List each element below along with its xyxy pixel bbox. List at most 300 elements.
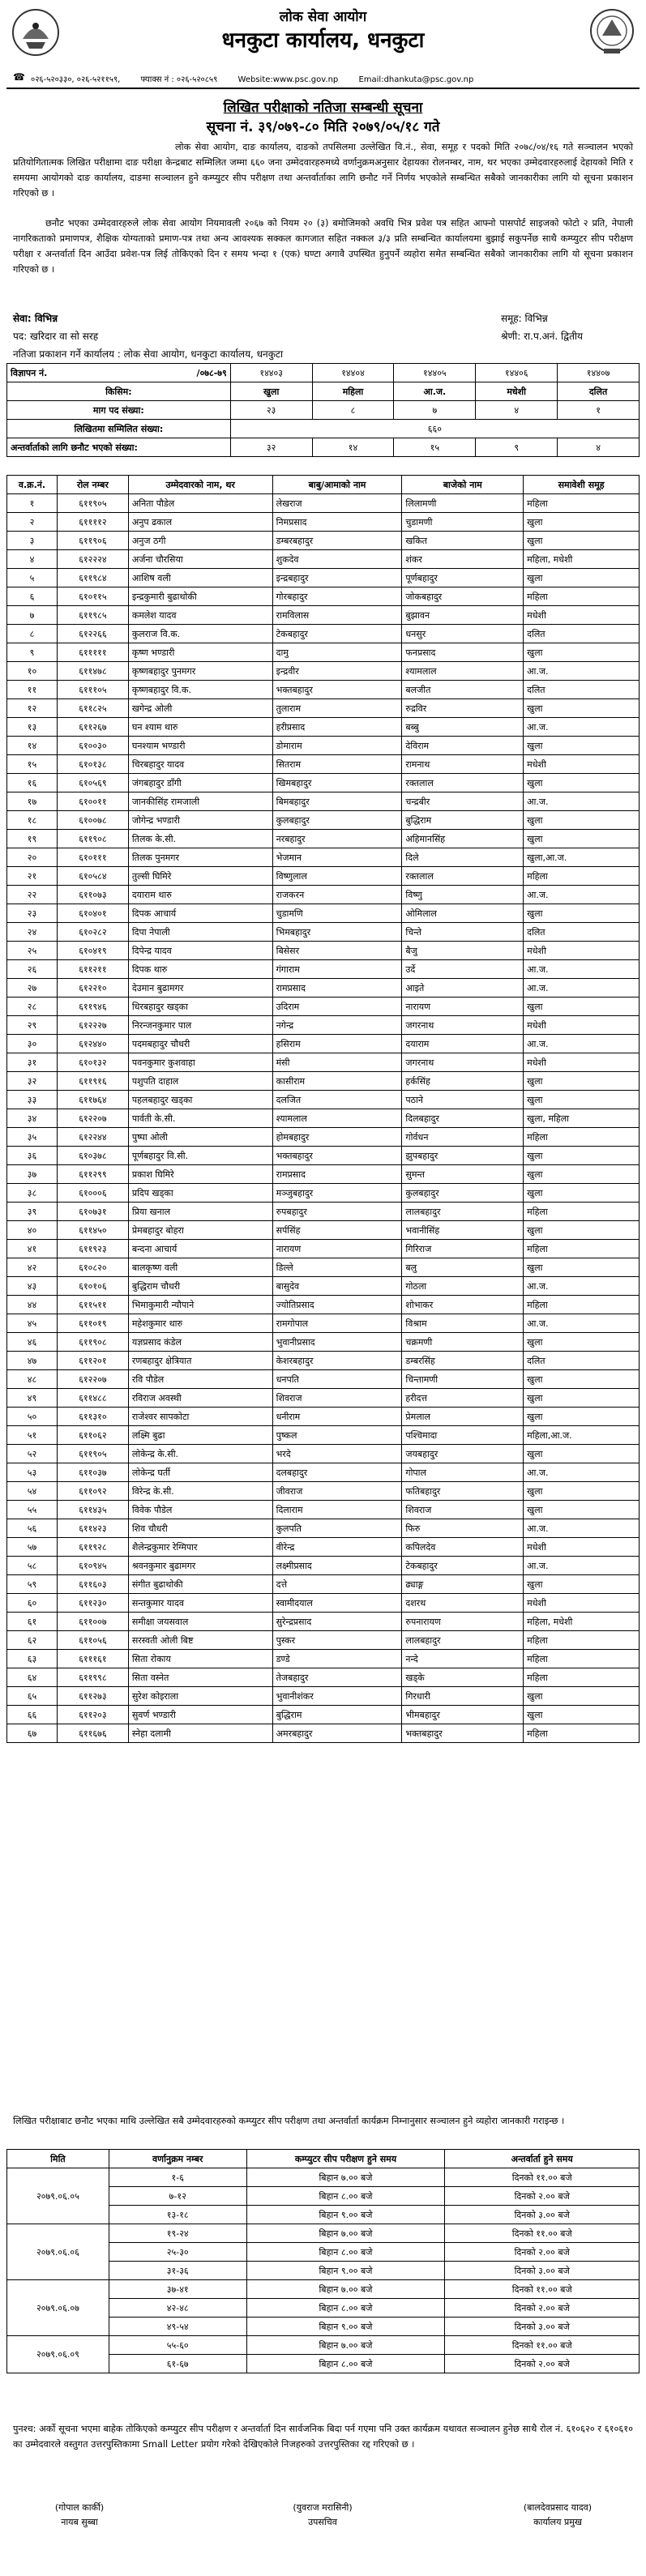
group-cell: आ.ज. <box>524 1463 640 1482</box>
roll-cell: ६१०४१९ <box>57 942 128 960</box>
computer-time-cell: बिहान ९.०० बजे <box>246 2206 445 2224</box>
candidate-name-cell: तुल्सी घिमिरे <box>128 867 272 886</box>
candidate-name-cell: निरन्जनकुमार पाल <box>128 1016 272 1035</box>
adv-num: १४४०३ <box>230 364 312 382</box>
table-row <box>7 1724 640 1743</box>
candidate-name-cell: सन्तकुमार यादव <box>128 1594 272 1613</box>
grandparent-name-cell: जगरनाथ <box>402 1016 524 1035</box>
group-cell: आ.ज. <box>524 886 640 904</box>
parent-name-cell: भुवानीशंकर <box>272 1687 402 1706</box>
table-row <box>7 643 640 662</box>
roll-cell: ६१२२२४ <box>57 550 128 569</box>
parent-name-cell: कुलबहादुर <box>272 811 402 830</box>
roll-cell: ६१२२०७ <box>57 1109 128 1128</box>
roll-cell: ६११४२३ <box>57 1519 128 1538</box>
adv-num: १४४०६ <box>476 364 558 382</box>
grandparent-name-cell: विष्णु <box>402 886 524 904</box>
group-cell: महिला <box>524 1296 640 1314</box>
serial-cell: ३५ <box>7 1128 58 1147</box>
candidate-name-cell: बुद्धिराम चौधरी <box>128 1277 272 1296</box>
parent-name-cell: रामगोपाल <box>272 1314 402 1333</box>
table-row <box>7 1053 640 1072</box>
group-cell: खुला <box>524 998 640 1016</box>
computer-time-cell: बिहान ९.०० बजे <box>246 2262 445 2280</box>
parent-name-cell: दलबहादुर <box>272 1463 402 1482</box>
group-cell: आ.ज. <box>524 979 640 998</box>
serial-cell: ४१ <box>7 1240 58 1258</box>
serial-cell: २३ <box>7 904 58 923</box>
table-row <box>7 1538 640 1557</box>
roll-cell: ६११२६७ <box>57 718 128 737</box>
group-cell: आ.ज. <box>524 1277 640 1296</box>
serial-cell: ६४ <box>7 1668 58 1687</box>
parent-name-cell: हरीप्रसाद <box>272 718 402 737</box>
serial-cell: १८ <box>7 811 58 830</box>
serial-cell: ६६ <box>7 1706 58 1724</box>
table-row <box>7 1147 640 1165</box>
grandparent-name-cell: चिन्तामणी <box>402 1370 524 1389</box>
table-row <box>7 755 640 774</box>
candidate-name-cell: भिमाकुमारी न्यौपाने <box>128 1296 272 1314</box>
parent-name-cell: भुवानीप्रसाद <box>272 1333 402 1352</box>
table-row <box>7 1370 640 1389</box>
parent-name-cell: बिसेसर <box>272 942 402 960</box>
signatory-role: उपसचिव <box>308 2517 337 2527</box>
col-group: समावेशी समूह <box>524 476 640 494</box>
roll-cell: ६११२०३ <box>57 1706 128 1724</box>
org-name: लोक सेवा आयोग <box>279 9 367 25</box>
results-body <box>7 494 640 1743</box>
computer-time-cell: बिहान ८.०० बजे <box>246 2187 445 2206</box>
selected-cell: १४ <box>312 438 394 457</box>
website-link[interactable]: Website:www.psc.gov.np <box>237 75 339 84</box>
interview-time-cell: दिनको ११.०० बजे <box>445 2168 640 2187</box>
demand-label: माग पद संख्या: <box>7 401 231 420</box>
parent-name-cell: नगेन्द्र <box>272 1016 402 1035</box>
grandparent-name-cell: लिलामणी <box>402 494 524 513</box>
group-cell: महिला <box>524 1631 640 1650</box>
group-cell: महिला <box>524 1724 640 1743</box>
grandparent-name-cell: फनप्रसाद <box>402 643 524 662</box>
parent-name-cell: पुष्कल <box>272 1426 402 1445</box>
grandparent-name-cell: खड्के <box>402 1668 524 1687</box>
serial-cell: ५१ <box>7 1426 58 1445</box>
signature-3 <box>485 2501 631 2530</box>
roll-cell: ६११५११ <box>57 1296 128 1314</box>
candidate-name-cell: दिपा नेपाली <box>128 923 272 942</box>
serial-cell: ४८ <box>7 1370 58 1389</box>
roll-cell: ६१२२४४ <box>57 1128 128 1147</box>
candidate-name-cell: शैलेन्द्रकुमार रेग्मिपार <box>128 1538 272 1557</box>
notice-number: सूचना नं. ३९/०७९-८० मिति २०७९/०५/१८ गते <box>206 119 440 135</box>
parent-name-cell: बासुदेव <box>272 1277 402 1296</box>
grandparent-name-cell: गिरिराज <box>402 1240 524 1258</box>
adv-num: १४४०४ <box>312 364 394 382</box>
parent-name-cell: श्यामलाल <box>272 1109 402 1128</box>
candidate-name-cell: संगीत बुढाथोकी <box>128 1575 272 1594</box>
grandparent-name-cell: गिरधारी <box>402 1687 524 1706</box>
parent-name-cell: सर्पसिंह <box>272 1221 402 1240</box>
candidate-name-cell: रविराज अवस्थी <box>128 1389 272 1408</box>
postscript-note: पुनश्च: अर्को सूचना भएमा बाहेक तोकिएको कम्प्युटर सीप परीक्षण र अन्तर्वार्ता दिन सार्वजनिक बिदा पर्न गएमा पनि उक्त कार्यक्रम यथावत सञ्चालन हुनेछ साथै रोल नं. ६१०६२० र ६१०६१० का उम्मेदवारले वस्तुगत उत्तरपुस्तिकामा Small Letter प्रयोग गरेको देखिएकोले निजहरुको उत्तरपुस्तिका रद्द गरिएको छ । <box>13 2424 633 2450</box>
group-cell: खुला <box>524 811 640 830</box>
candidate-name-cell: महेशकुमार थारु <box>128 1314 272 1333</box>
parent-name-cell: भरदे <box>272 1445 402 1463</box>
candidate-name-cell: श्रवनकुमार बुढामगर <box>128 1557 272 1575</box>
candidate-name-cell: सुवर्ण भण्डारी <box>128 1706 272 1724</box>
table-row <box>7 1109 640 1128</box>
parent-name-cell: बिमबहादुर <box>272 792 402 811</box>
group-cell: खुला <box>524 1165 640 1184</box>
table-row <box>7 811 640 830</box>
serial-cell: ३८ <box>7 1184 58 1203</box>
type-label: किसिम: <box>7 382 231 401</box>
candidate-name-cell: प्रदिप खड्का <box>128 1184 272 1203</box>
computer-time-cell: बिहान ७.०० बजे <box>246 2168 445 2187</box>
grandparent-name-cell: शोभाकर <box>402 1296 524 1314</box>
computer-time-cell: बिहान ७.०० बजे <box>246 2224 445 2243</box>
table-row <box>7 1035 640 1053</box>
grandparent-name-cell: नारायण <box>402 998 524 1016</box>
group-cell: मधेशी <box>524 1053 640 1072</box>
group-cell: खुला <box>524 699 640 718</box>
roll-cell: ६११२०१ <box>57 1352 128 1370</box>
parent-name-cell: डोमाराम <box>272 737 402 755</box>
candidate-name-cell: सुरेश कोइराला <box>128 1687 272 1706</box>
group-cell: खुला <box>524 1501 640 1519</box>
type-cell: दलित <box>558 382 640 401</box>
selected-cell: ९ <box>476 438 558 457</box>
roll-cell: ६११४५० <box>57 1221 128 1240</box>
serial-cell: ५५ <box>7 1501 58 1519</box>
group-cell: खुला <box>524 1687 640 1706</box>
candidate-name-cell: जोगेन्द्र भण्डारी <box>128 811 272 830</box>
candidate-name-cell: लक्ष्मि बुढा <box>128 1426 272 1445</box>
total-label: लिखितमा सम्मिलित संख्या: <box>7 420 231 438</box>
grandparent-name-cell: श्यामलाल <box>402 662 524 681</box>
serial-cell: ३२ <box>7 1072 58 1091</box>
roll-cell: ६११९९८ <box>57 1668 128 1687</box>
interview-time-cell: दिनको ११.०० बजे <box>445 2336 640 2355</box>
parent-name-cell: भिमबहादुर <box>272 923 402 942</box>
serial-cell: ४ <box>7 550 58 569</box>
serial-cell: १० <box>7 662 58 681</box>
group-cell: खुला <box>524 1258 640 1277</box>
serial-cell: १५ <box>7 755 58 774</box>
table-row <box>7 998 640 1016</box>
group-cell: खुला <box>524 1370 640 1389</box>
roll-cell: ६१०७३१ <box>57 1203 128 1221</box>
table-row <box>7 1408 640 1426</box>
roll-cell: ६१११६१ <box>57 1650 128 1668</box>
type-cell: आ.ज. <box>394 382 476 401</box>
group-cell: महिला, मधेशी <box>524 1613 640 1631</box>
table-row <box>7 1706 640 1724</box>
grandparent-name-cell: कुलबहादुर <box>402 1184 524 1203</box>
candidate-name-cell: दयाराम थारु <box>128 886 272 904</box>
grandparent-name-cell: फिरु <box>402 1519 524 1538</box>
table-row <box>7 1184 640 1203</box>
parent-name-cell: होमबहादुर <box>272 1128 402 1147</box>
grandparent-name-cell: लालबहादुर <box>402 1203 524 1221</box>
table-row <box>7 1650 640 1668</box>
group-cell: आ.ज. <box>524 718 640 737</box>
table-row <box>7 904 640 923</box>
grandparent-name-cell: चक्रमणी <box>402 1333 524 1352</box>
notice-paragraph-2: छनौट भएका उम्मेदवारहरुले लोक सेवा आयोग नियमावली २०६७ को नियम २० (३) बमोजिमको अवधि भित्र प्रवेश पत्र सहित आफ्नो पासपोर्ट साइजको फोटो २ प्रति, नेपाली नागरिकताको प्रमाणपत्र, शैक्षिक योग्यताको प्रमाण-पत्र तथा अन्य आवश्यक सक्कल कागजात सहित नक्कल ३/३ प्रति सम्बन्धित कार्यालयमा बुझाई सकुपर्नेछ साथै कम्प्युटर सीप परीक्षण परीक्षा र अन्तर्वार्ता दिन आउँदा प्रवेश-पत्र लिई तोकिएको दिन र समय भन्दा १ (एक) घण्टा अगावै उपस्थित हुनुपर्ने व्यहोरा समेत सम्बन्धित सबैको जानकारीका लागि यो सूचना प्रकाशन गरिएको छ । <box>13 218 633 275</box>
group-cell: दलित <box>524 923 640 942</box>
group-cell: मधेशी <box>524 942 640 960</box>
grandparent-name-cell: बलु <box>402 1258 524 1277</box>
interview-time-cell: दिनको २.०० बजे <box>445 2187 640 2206</box>
table-row <box>7 625 640 643</box>
range-cell: १३-१८ <box>109 2206 246 2224</box>
roll-cell: ६११२७३ <box>57 1687 128 1706</box>
summary-row-total <box>7 420 640 438</box>
roll-cell: ६११६७६ <box>57 1724 128 1743</box>
serial-cell: ६७ <box>7 1724 58 1743</box>
grandparent-name-cell: विश्राम <box>402 1314 524 1333</box>
grandparent-name-cell: देविराम <box>402 737 524 755</box>
interview-time-cell: दिनको ३.०० बजे <box>445 2262 640 2280</box>
group-cell: महिला <box>524 1668 640 1687</box>
col-range: वर्णानुक्रम नम्बर <box>109 2150 246 2168</box>
group-cell: खुला <box>524 1408 640 1426</box>
parent-name-cell: लेखराज <box>272 494 402 513</box>
table-row <box>7 1426 640 1445</box>
candidate-name-cell: तिलक पुनमगर <box>128 848 272 867</box>
serial-cell: १३ <box>7 718 58 737</box>
interview-time-cell: दिनको २.०० बजे <box>445 2355 640 2373</box>
serial-cell: ४३ <box>7 1277 58 1296</box>
parent-name-cell: भक्तबहादुर <box>272 1147 402 1165</box>
candidate-name-cell: लोकेन्द्र घर्ती <box>128 1463 272 1482</box>
table-row <box>7 1594 640 1613</box>
schedule-date-cell: २०७९.०६.०७ <box>7 2280 109 2336</box>
serial-cell: १७ <box>7 792 58 811</box>
grandparent-name-cell: डम्बरसिंह <box>402 1352 524 1370</box>
range-cell: १-६ <box>109 2168 246 2187</box>
roll-cell: ६१०११५ <box>57 587 128 606</box>
roll-cell: ६११९८४ <box>57 569 128 587</box>
serial-cell: ४७ <box>7 1352 58 1370</box>
parent-name-cell: नरबहादुर <box>272 830 402 848</box>
table-row <box>7 494 640 513</box>
group-cell: खुला <box>524 1184 640 1203</box>
parent-name-cell: निमप्रसाद <box>272 513 402 532</box>
table-row <box>7 532 640 550</box>
candidate-name-cell: दिपक थारु <box>128 960 272 979</box>
col-grandparent: बाजेको नाम <box>402 476 524 494</box>
roll-cell: ६१०५८४ <box>57 867 128 886</box>
table-row <box>7 1687 640 1706</box>
group-cell: खुला <box>524 1072 640 1091</box>
table-row <box>7 1016 640 1035</box>
grandparent-name-cell: दयाराम <box>402 1035 524 1053</box>
group-cell: दलित <box>524 681 640 699</box>
candidate-name-cell: देउमान बुढामगर <box>128 979 272 998</box>
roll-cell: ६१११०५ <box>57 681 128 699</box>
serial-cell: ३४ <box>7 1109 58 1128</box>
roll-cell: ६११४८८ <box>57 1389 128 1408</box>
candidate-name-cell: चिरबहादुर यादव <box>128 755 272 774</box>
parent-name-cell: हसिराम <box>272 1035 402 1053</box>
parent-name-cell: नारायण <box>272 1240 402 1258</box>
roll-cell: ६११०६२ <box>57 1426 128 1445</box>
type-cell: खुला <box>230 382 312 401</box>
summary-row-type <box>7 382 640 401</box>
grandparent-name-cell: शंकर <box>402 550 524 569</box>
candidate-name-cell: पशुपति दाहाल <box>128 1072 272 1091</box>
roll-cell: ६११९०५ <box>57 494 128 513</box>
grandparent-name-cell: चन्द्रबीर <box>402 792 524 811</box>
signatory-name: (गोपाल कार्की) <box>54 2502 105 2513</box>
grandparent-name-cell: रुद्रविर <box>402 699 524 718</box>
table-row <box>7 848 640 867</box>
table-row <box>7 513 640 532</box>
schedule-date-cell: २०७९.०६.०९ <box>7 2336 109 2373</box>
candidate-name-cell: यज्ञप्रसाद कंडेल <box>128 1333 272 1352</box>
serial-cell: २५ <box>7 942 58 960</box>
grandparent-name-cell: पठाने <box>402 1091 524 1109</box>
adv-label: विज्ञापन नं. <box>11 367 48 378</box>
parent-name-cell: शिवराज <box>272 1389 402 1408</box>
fax-number: फ्याक्स नं : ०२६-५२०८५९ <box>140 75 218 84</box>
candidate-name-cell: तिलक के.सी. <box>128 830 272 848</box>
demand-cell: ४ <box>476 401 558 420</box>
grandparent-name-cell: झुपबहादुर <box>402 1147 524 1165</box>
serial-cell: ३९ <box>7 1203 58 1221</box>
serial-cell: १४ <box>7 737 58 755</box>
computer-time-cell: बिहान ७.०० बजे <box>246 2336 445 2355</box>
roll-cell: ६११०३७ <box>57 1463 128 1482</box>
serial-cell: ५८ <box>7 1557 58 1575</box>
table-row <box>7 1165 640 1184</box>
serial-cell: २ <box>7 513 58 532</box>
range-cell: ३७-४१ <box>109 2280 246 2299</box>
serial-cell: १ <box>7 494 58 513</box>
group-cell: खुला <box>524 774 640 792</box>
group-cell: खुला, महिला <box>524 1109 640 1128</box>
parent-name-cell: पुस्कर <box>272 1631 402 1650</box>
parent-name-cell: राजकरन <box>272 886 402 904</box>
parent-name-cell: अमरबहादुर <box>272 1724 402 1743</box>
serial-cell: २० <box>7 848 58 867</box>
demand-cell: १ <box>558 401 640 420</box>
grandparent-name-cell: उर्दे <box>402 960 524 979</box>
parent-name-cell: केशरबहादुर <box>272 1352 402 1370</box>
summary-row-demand <box>7 401 640 420</box>
group-cell: दलित <box>524 1352 640 1370</box>
grandparent-name-cell: टेकबहादुर <box>402 1557 524 1575</box>
serial-cell: ६३ <box>7 1650 58 1668</box>
serial-cell: ८ <box>7 625 58 643</box>
candidate-name-cell: घन श्याम थारु <box>128 718 272 737</box>
serial-cell: २९ <box>7 1016 58 1035</box>
demand-cell: २३ <box>230 401 312 420</box>
roll-cell: ६११४३५ <box>57 1501 128 1519</box>
candidate-name-cell: कृष्ण भण्डारी <box>128 643 272 662</box>
parent-name-cell: कासीराम <box>272 1072 402 1091</box>
table-row <box>7 737 640 755</box>
schedule-table <box>6 2149 640 2373</box>
table-row <box>7 1314 640 1333</box>
table-row <box>7 662 640 681</box>
candidate-name-cell: कमलेश यादव <box>128 606 272 625</box>
selected-cell: १५ <box>394 438 476 457</box>
adv-label-cell <box>7 364 231 382</box>
serial-cell: २६ <box>7 960 58 979</box>
candidate-name-cell: अनुप ढकाल <box>128 513 272 532</box>
table-row <box>7 1445 640 1463</box>
grandparent-name-cell: कपिलदेव <box>402 1538 524 1557</box>
parent-name-cell: शुकदेव <box>272 550 402 569</box>
roll-cell: ६११९०८ <box>57 830 128 848</box>
serial-cell: ४६ <box>7 1333 58 1352</box>
parent-name-cell: दत्ते <box>272 1575 402 1594</box>
parent-name-cell: सुरेन्द्रप्रसाद <box>272 1613 402 1631</box>
grandparent-name-cell: खकित <box>402 532 524 550</box>
table-row <box>7 1221 640 1240</box>
parent-name-cell: तेजबहादुर <box>272 1668 402 1687</box>
signature-1 <box>15 2501 144 2530</box>
table-row <box>7 569 640 587</box>
roll-cell: ६१२२१० <box>57 979 128 998</box>
serial-cell: ५९ <box>7 1575 58 1594</box>
serial-cell: १६ <box>7 774 58 792</box>
group-cell: महिला <box>524 587 640 606</box>
adv-num: १४४०५ <box>394 364 476 382</box>
interview-time-cell: दिनको २.०० बजे <box>445 2299 640 2318</box>
candidate-name-cell: दिपक आचार्य <box>128 904 272 923</box>
email-link[interactable]: Email:dhankuta@psc.gov.np <box>358 75 474 84</box>
group-cell: खुला <box>524 1575 640 1594</box>
group-cell: खुला <box>524 532 640 550</box>
serial-cell: २२ <box>7 886 58 904</box>
roll-cell: ६१००११ <box>57 792 128 811</box>
group-cell: दलित <box>524 625 640 643</box>
table-row <box>7 1333 640 1352</box>
candidate-name-cell: खगेन्द्र ओली <box>128 699 272 718</box>
signature-2 <box>250 2501 396 2530</box>
roll-cell: ६१०१०६ <box>57 1277 128 1296</box>
schedule-row <box>7 2336 640 2355</box>
grandparent-name-cell: रामनाथ <box>402 755 524 774</box>
summary-row-adv <box>7 364 640 382</box>
serial-cell: १९ <box>7 830 58 848</box>
roll-cell: ६११९०५ <box>57 1445 128 1463</box>
candidate-name-cell: सिता रोकाय <box>128 1650 272 1668</box>
group-cell: आ.ज. <box>524 792 640 811</box>
grandparent-name-cell: बब्बु <box>402 718 524 737</box>
table-row <box>7 1240 640 1258</box>
table-row <box>7 1463 640 1482</box>
signatory-role: कार्यालय प्रमुख <box>533 2517 582 2527</box>
parent-name-cell: रामविलास <box>272 606 402 625</box>
serial-cell: २८ <box>7 998 58 1016</box>
interview-time-cell: दिनको ११.०० बजे <box>445 2280 640 2299</box>
candidate-name-cell: विरेन्द्र के.सी. <box>128 1482 272 1501</box>
parent-name-cell: कुलपति <box>272 1519 402 1538</box>
parent-name-cell: दामु <box>272 643 402 662</box>
table-row <box>7 774 640 792</box>
grandparent-name-cell: दिले <box>402 848 524 867</box>
group-cell: महिला <box>524 1203 640 1221</box>
serial-cell: ३० <box>7 1035 58 1053</box>
candidate-name-cell: कृष्णबहादुर पुनमगर <box>128 662 272 681</box>
candidate-name-cell: अर्जना चौरसिया <box>128 550 272 569</box>
candidate-name-cell: कुलराज वि.क. <box>128 625 272 643</box>
